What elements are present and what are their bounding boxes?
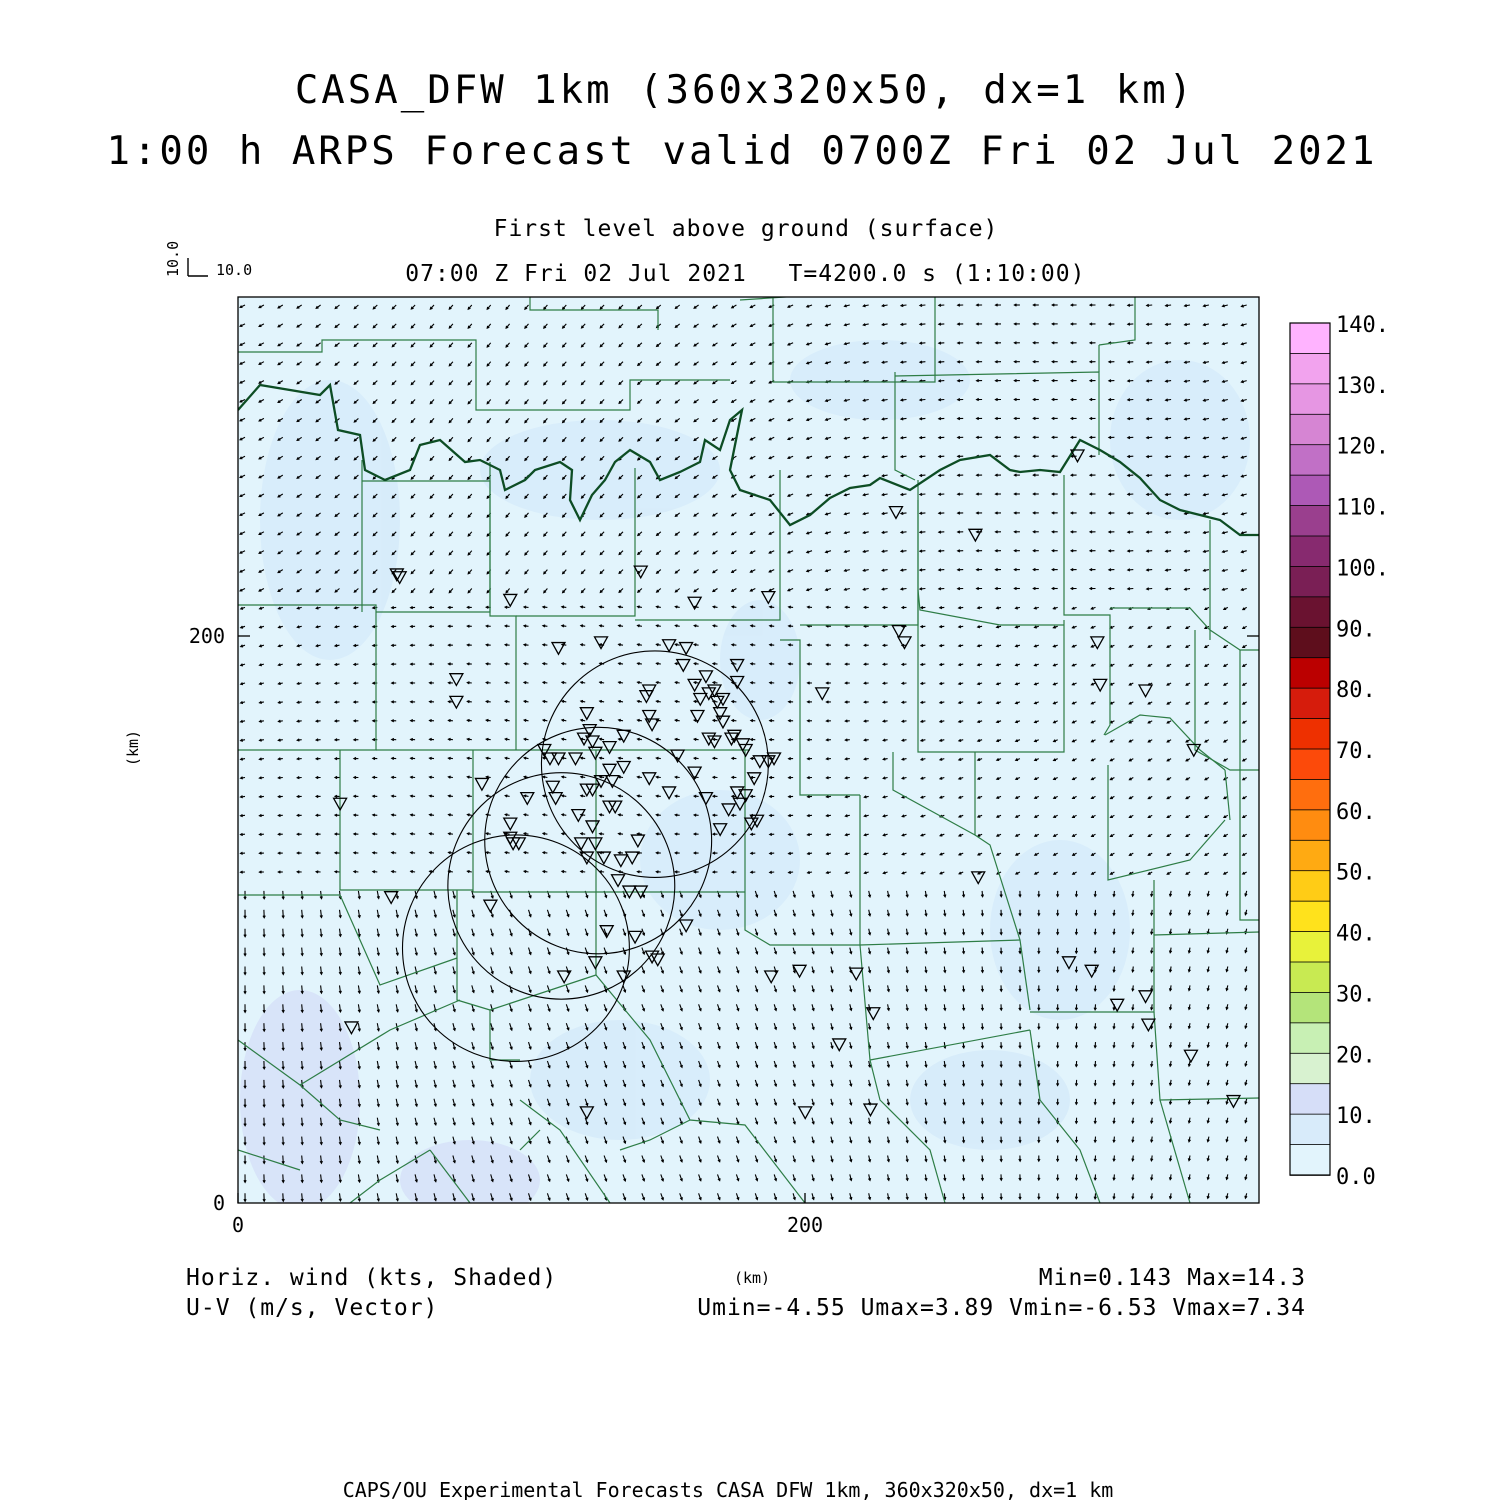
reference-vector: [164, 241, 252, 279]
valid-time-label: 07:00 Z Fri 02 Jul 2021: [405, 261, 747, 287]
title-line-2: 1:00 h ARPS Forecast valid 0700Z Fri 02 Jul 2021: [106, 129, 1378, 174]
reference-vector-x-label: 10.0: [216, 261, 253, 279]
reference-vector-y-label: 10.0: [164, 240, 182, 277]
model-time-label: T=4200.0 s (1:10:00): [788, 261, 1086, 287]
level-label: First level above ground (surface): [493, 216, 999, 242]
title-line-1: CASA_DFW 1km (360x320x50, dx=1 km): [294, 68, 1196, 113]
map-panel: [238, 296, 1259, 1220]
